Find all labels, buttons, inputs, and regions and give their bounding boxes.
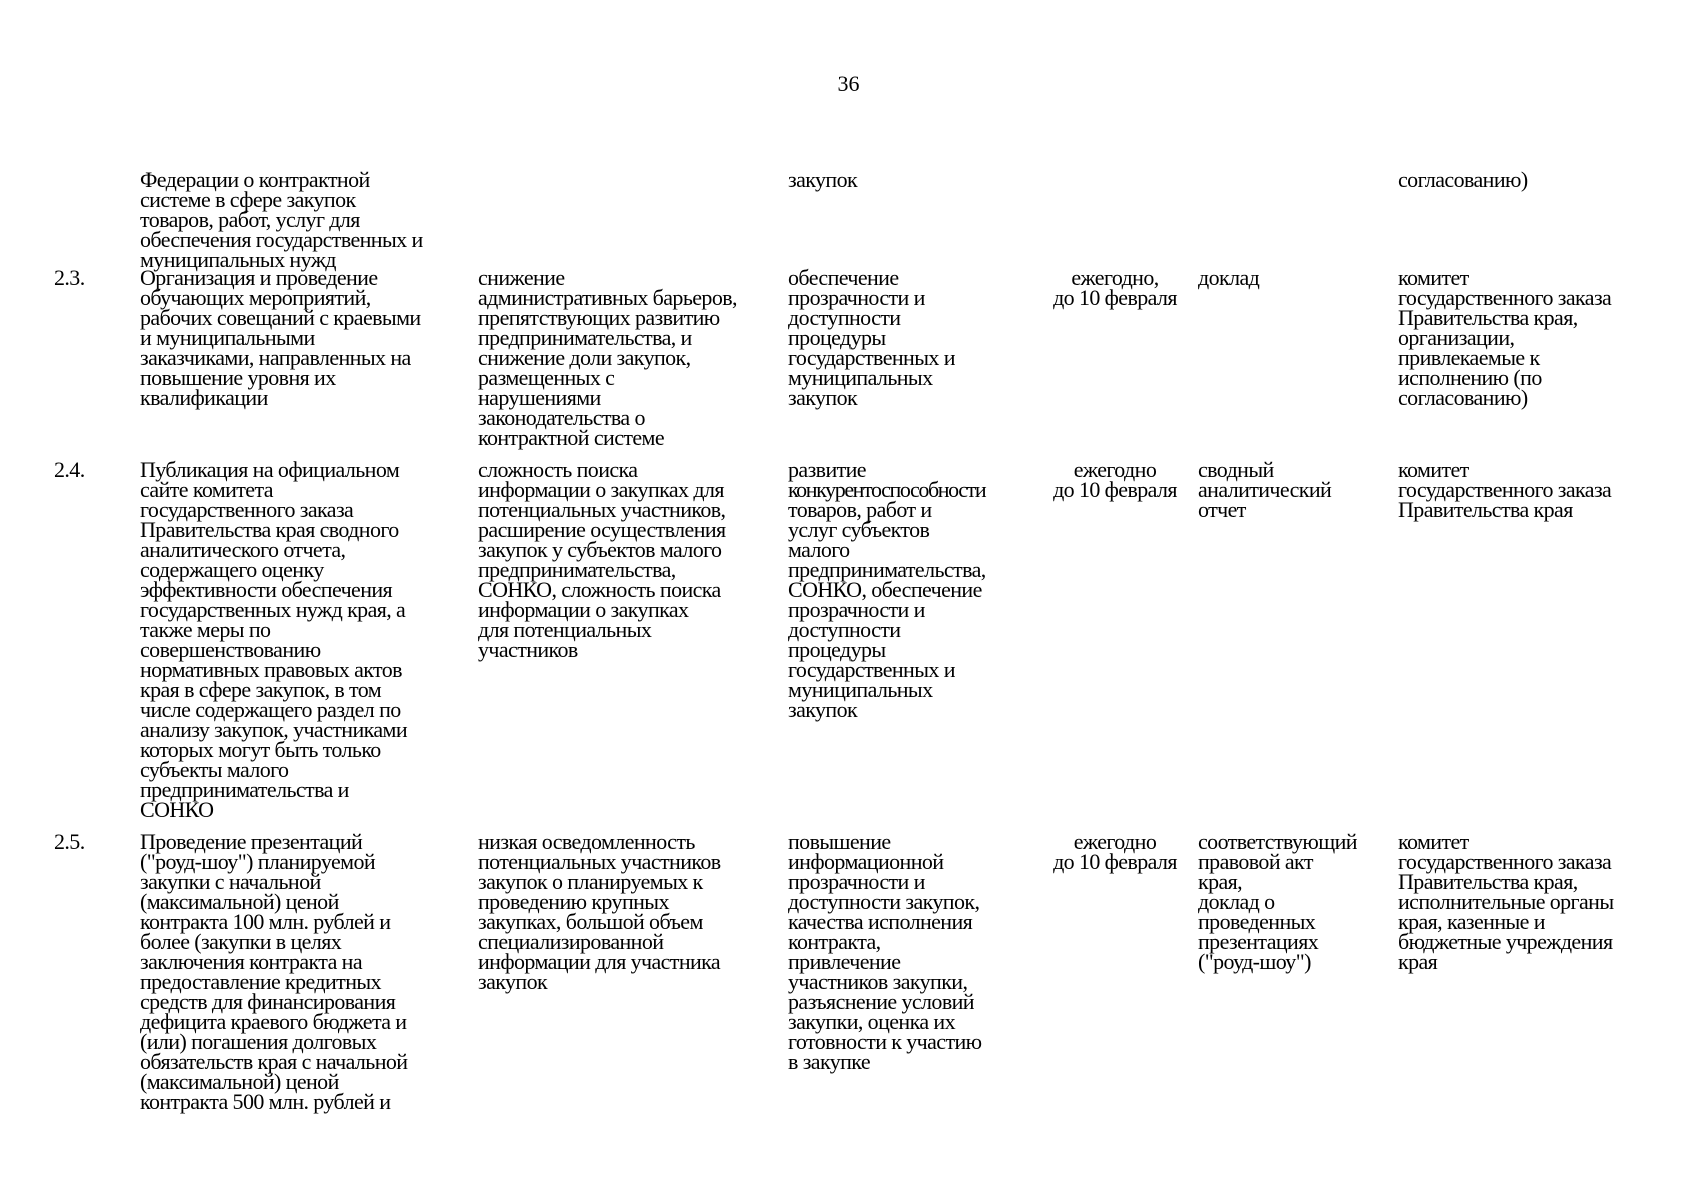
activity-cell xyxy=(140,457,465,822)
cell-line: содержащего оценку xyxy=(140,557,324,582)
cell-line: согласованию) xyxy=(1398,167,1528,192)
cell-line: презентациях xyxy=(1198,929,1319,954)
cell-line: ежегодно, xyxy=(1071,265,1159,290)
cell-line: доступности xyxy=(788,617,901,642)
cell-line: края, казенные и xyxy=(1398,909,1545,934)
cell-line: обучающих мероприятий, xyxy=(140,285,371,310)
cell-line: края в сфере закупок, в том xyxy=(140,677,382,702)
cell-line: исполнению (по xyxy=(1398,365,1542,390)
cell-line: контракта 100 млн. рублей и xyxy=(140,909,391,934)
cell-line: закупок xyxy=(478,969,548,994)
cell-line: организации, xyxy=(1398,325,1515,350)
cell-line: и муниципальными xyxy=(140,325,315,350)
cell-line: заказчиками, направленных на xyxy=(140,345,411,370)
activity-cell xyxy=(140,167,465,272)
responsible-cell xyxy=(1398,167,1688,192)
cell-line: государственного заказа xyxy=(1398,285,1612,310)
cell-line: более (закупки в целях xyxy=(140,929,342,954)
cell-line: информации о закупках для xyxy=(478,477,724,502)
cell-line: эффективности обеспечения xyxy=(140,577,393,602)
cell-line: отчет xyxy=(1198,497,1246,522)
cell-line: государственных и xyxy=(788,345,955,370)
cell-line: предпринимательства и xyxy=(140,777,349,802)
responsible-cell xyxy=(1398,457,1688,522)
cell-line: закупках, большой объем xyxy=(478,909,703,934)
cell-line: средств для финансирования xyxy=(140,989,396,1014)
cell-line: размещенных с xyxy=(478,365,615,390)
cell-line: ("роуд-шоу") xyxy=(1198,949,1311,974)
cell-line: готовности к участию xyxy=(788,1029,982,1054)
cell-line: доклад xyxy=(1198,265,1260,290)
cell-line: предпринимательства, и xyxy=(478,325,692,350)
cell-line: товаров, работ, услуг для xyxy=(140,207,360,232)
cell-line: (или) погашения долговых xyxy=(140,1029,377,1054)
cell-line: правовой акт xyxy=(1198,849,1313,874)
cell-line: Проведение презентаций xyxy=(140,829,363,854)
cell-line: СОНКО, обеспечение xyxy=(788,577,982,602)
cell-line: повышение xyxy=(788,829,891,854)
cell-line: контракта, xyxy=(788,929,881,954)
cell-line: закупок xyxy=(788,167,858,192)
term-cell xyxy=(1025,265,1205,310)
cell-line: государственного заказа xyxy=(140,497,354,522)
cell-line: услуг субъектов xyxy=(788,517,930,542)
cell-line: нормативных правовых актов xyxy=(140,657,402,682)
table-row xyxy=(0,829,1697,1122)
cell-line: СОНКО, сложность поиска xyxy=(478,577,721,602)
cell-line: до 10 февраля xyxy=(1053,477,1177,502)
cell-line: разъяснение условий xyxy=(788,989,974,1014)
cell-line: государственного заказа xyxy=(1398,849,1612,874)
term-cell xyxy=(1025,829,1205,874)
cell-line: доклад о xyxy=(1198,889,1275,914)
cell-line: муниципальных нужд xyxy=(140,247,336,272)
cell-line: до 10 февраля xyxy=(1053,285,1177,310)
cell-line: прозрачности и xyxy=(788,285,925,310)
cell-line: предпринимательства, xyxy=(788,557,986,582)
cell-line: в закупке xyxy=(788,1049,870,1074)
cell-line: конкурентоспособности xyxy=(788,477,986,502)
problem-cell xyxy=(478,457,773,662)
measures-table xyxy=(0,167,1697,1122)
cell-line: числе содержащего раздел по xyxy=(140,697,401,722)
cell-line: закупок xyxy=(788,697,858,722)
cell-line: проведенных xyxy=(1198,909,1316,934)
result-cell xyxy=(788,457,1028,722)
cell-line: рабочих совещаний с краевыми xyxy=(140,305,421,330)
cell-line: законодательства о xyxy=(478,405,645,430)
cell-line: (максимальной) ценой xyxy=(140,1069,339,1094)
cell-line: закупок о планируемых к xyxy=(478,869,703,894)
cell-line: края, xyxy=(1198,869,1243,894)
cell-line: закупок xyxy=(788,385,858,410)
cell-line: расширение осуществления xyxy=(478,517,726,542)
cell-line: информационной xyxy=(788,849,944,874)
document-cell xyxy=(1198,829,1388,974)
cell-line: закупок у субъектов малого xyxy=(478,537,722,562)
cell-line: также меры по xyxy=(140,617,271,642)
cell-line: развитие xyxy=(788,457,866,482)
cell-line: сложность поиска xyxy=(478,457,638,482)
cell-line: Федерации о контрактной xyxy=(140,167,370,192)
cell-line: административных барьеров, xyxy=(478,285,737,310)
cell-line: привлечение xyxy=(788,949,901,974)
cell-line: препятствующих развитию xyxy=(478,305,720,330)
cell-line: которых могут быть только xyxy=(140,737,381,762)
table-row xyxy=(0,457,1697,832)
cell-line: для потенциальных xyxy=(478,617,652,642)
cell-line: проведению крупных xyxy=(478,889,669,914)
cell-line: ежегодно xyxy=(1073,829,1157,854)
cell-line: заключения контракта на xyxy=(140,949,362,974)
document-cell xyxy=(1198,265,1388,290)
cell-line: Организация и проведение xyxy=(140,265,378,290)
cell-line: квалификации xyxy=(140,385,268,410)
cell-line: прозрачности и xyxy=(788,597,925,622)
cell-line: качества исполнения xyxy=(788,909,973,934)
cell-line: субъекты малого xyxy=(140,757,289,782)
result-cell xyxy=(788,265,1028,410)
activity-cell xyxy=(140,265,465,410)
cell-line: обеспечение xyxy=(788,265,899,290)
cell-line: специализированной xyxy=(478,929,664,954)
cell-line: муниципальных xyxy=(788,365,933,390)
cell-line: потенциальных участников xyxy=(478,849,721,874)
activity-cell xyxy=(140,829,465,1114)
cell-line: комитет xyxy=(1398,829,1469,854)
cell-line: края xyxy=(1398,949,1438,974)
term-cell xyxy=(1025,457,1205,502)
responsible-cell xyxy=(1398,265,1688,410)
cell-line: дефицита краевого бюджета и xyxy=(140,1009,407,1034)
cell-line: процедуры xyxy=(788,325,886,350)
cell-line: Публикация на официальном xyxy=(140,457,400,482)
cell-line: государственных нужд края, а xyxy=(140,597,406,622)
cell-line: сводный xyxy=(1198,457,1274,482)
cell-line: до 10 февраля xyxy=(1053,849,1177,874)
cell-line: Правительства края сводного xyxy=(140,517,399,542)
cell-line: доступности закупок, xyxy=(788,889,980,914)
cell-line: товаров, работ и xyxy=(788,497,932,522)
cell-line: участников закупки, xyxy=(788,969,968,994)
cell-line: ежегодно xyxy=(1073,457,1157,482)
cell-line: бюджетные учреждения xyxy=(1398,929,1613,954)
cell-line: комитет xyxy=(1398,265,1469,290)
cell-line: контрактной системе xyxy=(478,425,665,450)
cell-line: потенциальных участников, xyxy=(478,497,726,522)
cell-line: государственных и xyxy=(788,657,955,682)
cell-line: Правительства края xyxy=(1398,497,1573,522)
result-cell xyxy=(788,167,1028,192)
cell-line: закупки с начальной xyxy=(140,869,321,894)
cell-line: Правительства края, xyxy=(1398,869,1578,894)
cell-line: СОНКО xyxy=(140,797,214,822)
row-number: 2.4. xyxy=(54,457,85,482)
cell-line: муниципальных xyxy=(788,677,933,702)
document-cell xyxy=(1198,457,1388,522)
row-number: 2.5. xyxy=(54,829,85,854)
problem-cell xyxy=(478,829,773,994)
cell-line: (максимальной) ценой xyxy=(140,889,339,914)
cell-line: Правительства края, xyxy=(1398,305,1578,330)
table-row xyxy=(0,167,1697,272)
cell-line: системе в сфере закупок xyxy=(140,187,356,212)
cell-line: сайте комитета xyxy=(140,477,273,502)
cell-line: государственного заказа xyxy=(1398,477,1612,502)
cell-line: обеспечения государственных и xyxy=(140,227,423,252)
cell-line: обязательств края с начальной xyxy=(140,1049,408,1074)
cell-line: аналитический xyxy=(1198,477,1332,502)
cell-line: совершенствованию xyxy=(140,637,321,662)
responsible-cell xyxy=(1398,829,1688,974)
cell-line: предоставление кредитных xyxy=(140,969,381,994)
cell-line: низкая осведомленность xyxy=(478,829,695,854)
problem-cell xyxy=(478,265,773,450)
cell-line: участников xyxy=(478,637,578,662)
cell-line: контракта 500 млн. рублей и xyxy=(140,1089,391,1114)
cell-line: анализу закупок, участниками xyxy=(140,717,408,742)
cell-line: снижение доли закупок, xyxy=(478,345,691,370)
result-cell xyxy=(788,829,1028,1074)
cell-line: доступности xyxy=(788,305,901,330)
cell-line: нарушениями xyxy=(478,385,601,410)
cell-line: снижение xyxy=(478,265,565,290)
cell-line: прозрачности и xyxy=(788,869,925,894)
cell-line: информации для участника xyxy=(478,949,721,974)
cell-line: аналитического отчета, xyxy=(140,537,346,562)
cell-line: соответствующий xyxy=(1198,829,1357,854)
cell-line: закупки, оценка их xyxy=(788,1009,955,1034)
cell-line: предпринимательства, xyxy=(478,557,676,582)
cell-line: процедуры xyxy=(788,637,886,662)
row-number: 2.3. xyxy=(54,265,85,290)
cell-line: согласованию) xyxy=(1398,385,1528,410)
cell-line: информации о закупках xyxy=(478,597,689,622)
table-row xyxy=(0,265,1697,460)
page-number: 36 xyxy=(837,71,860,96)
cell-line: комитет xyxy=(1398,457,1469,482)
cell-line: малого xyxy=(788,537,850,562)
cell-line: исполнительные органы xyxy=(1398,889,1614,914)
cell-line: привлекаемые к xyxy=(1398,345,1540,370)
cell-line: ("роуд-шоу") планируемой xyxy=(140,849,376,874)
cell-line: повышение уровня их xyxy=(140,365,336,390)
